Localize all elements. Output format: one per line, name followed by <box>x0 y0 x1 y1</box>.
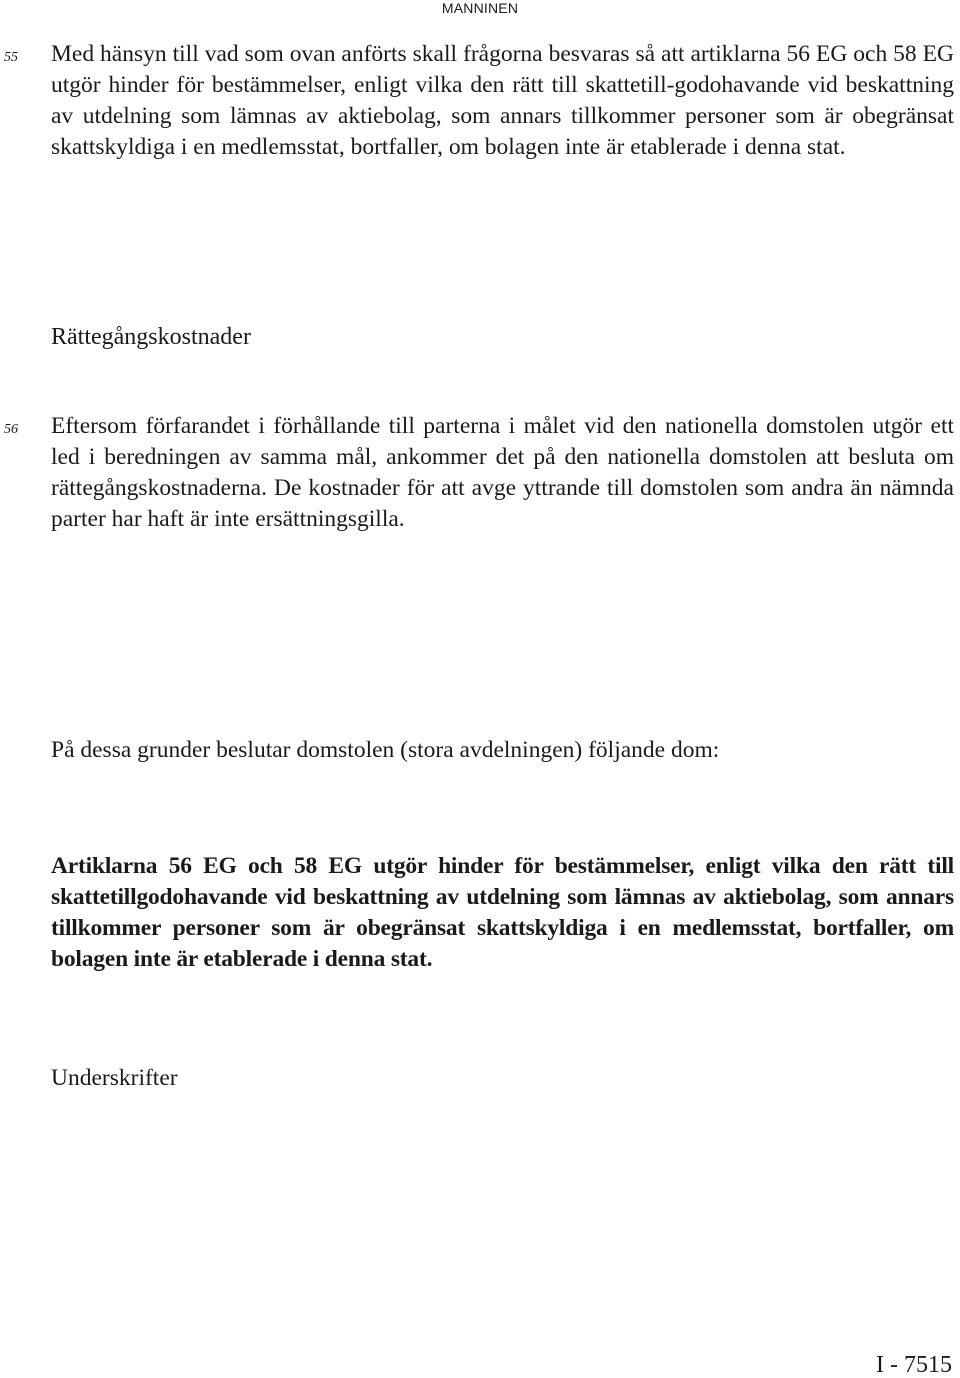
decision-intro: På dessa grunder beslutar domstolen (stora avdelningen) följande dom: <box>51 737 720 763</box>
paragraph-number-56: 56 <box>4 422 18 437</box>
page-number: I - 7515 <box>876 1352 952 1378</box>
paragraph-55: Med hänsyn till vad som ovan anförts skall frågorna besvaras så att artiklarna 56 EG och 58 EG utgör hinder för bestämmelser, enligt vilka den rätt till skattetill-godohavande vid beskattning av utdelning som lämnas av aktiebolag, som annars tillkommer personer som är obegränsat skattskyldiga i en medlemsstat, bortfaller, om bolagen inte är etablerade i denna stat. <box>51 41 954 160</box>
paragraph-number-55: 55 <box>4 50 18 65</box>
ruling: Artiklarna 56 EG och 58 EG utgör hinder för bestämmelser, enligt vilka den rätt till skattetillgodohavande vid beskattning av utdelning som lämnas av aktiebolag, som annars tillkommer personer som är obegränsat skattskyldiga i en medlemsstat, bortfaller, om bolagen inte är etablerade i denna stat. <box>51 853 954 972</box>
signatures-label: Underskrifter <box>51 1065 178 1091</box>
paragraph-56: Eftersom förfarandet i förhållande till parterna i målet vid den nationella domstolen utgör ett led i beredningen av samma mål, ankommer det på den nationella domstolen att besluta om rättegångskostnaderna. De kostnader för att avge yttrande till domstolen som andra än nämnda parter har haft är inte ersättningsgilla. <box>51 413 954 532</box>
section-heading: Rättegångskostnader <box>51 324 251 350</box>
running-header: MANNINEN <box>441 0 519 16</box>
